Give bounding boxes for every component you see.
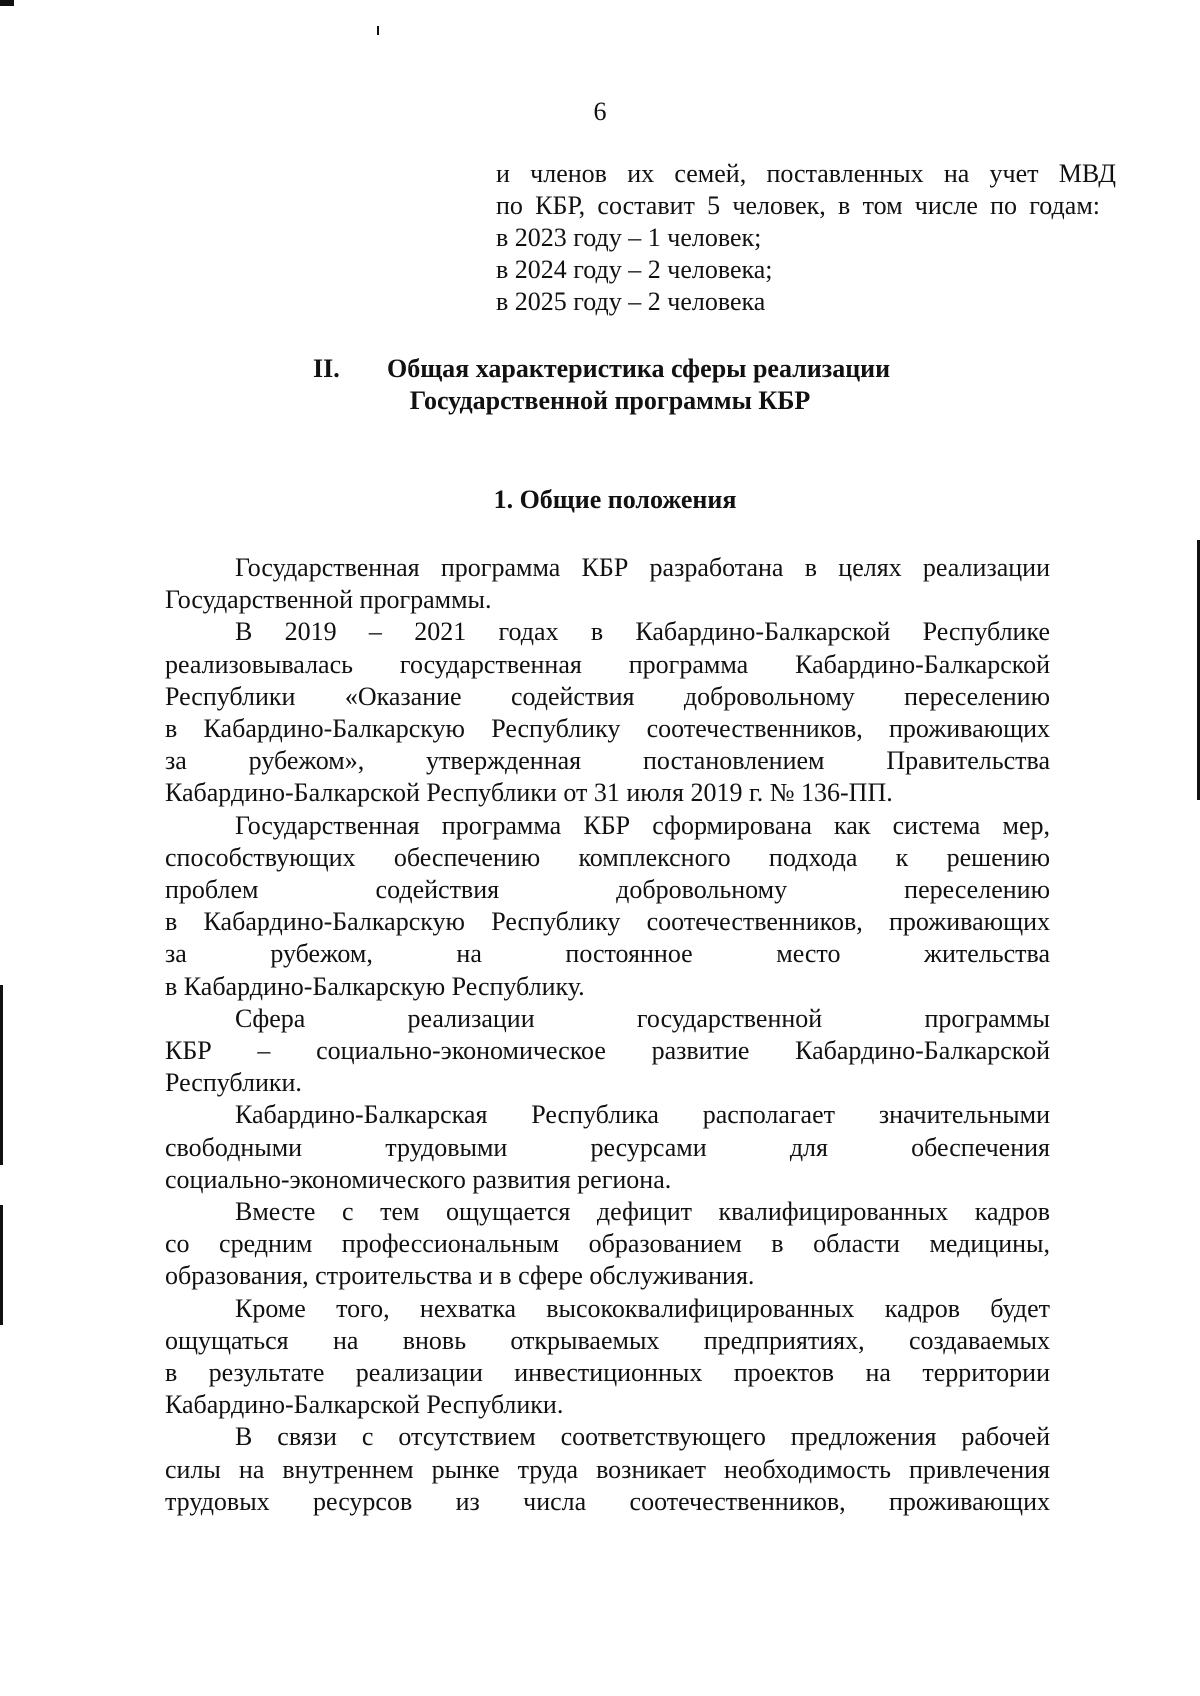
scan-speck: [377, 26, 379, 35]
text-line: свободными трудовыми ресурсами для обеспечения: [165, 1132, 1050, 1162]
text-line: по КБР, составит 5 человек, в том числе по годам:: [496, 191, 1100, 220]
text-line: В 2019 – 2021 годах в Кабардино-Балкарской Республике: [235, 617, 1050, 647]
text-line: образования, строительства и в сфере обслуживания.: [165, 1261, 755, 1291]
paragraph-8: [165, 1421, 1050, 1518]
text-line: в 2024 году – 2 человека;: [496, 255, 773, 284]
subsection-heading: 1. Общие положения: [493, 485, 737, 514]
text-line: в Кабардино-Балкарскую Республику.: [165, 971, 585, 1001]
scan-edge-mark-left-1: [0, 985, 3, 1165]
text-line: способствующих обеспечению комплексного подхода к решению: [165, 842, 1050, 872]
body-text: [165, 552, 1050, 1518]
text-line: Республики.: [165, 1068, 302, 1098]
text-line: Государственная программа КБР сформирована как система мер,: [235, 810, 1050, 840]
paragraph-4: [165, 1003, 1050, 1100]
paragraph-1: [165, 552, 1050, 616]
text-line: КБР – социально-экономическое развитие Кабардино-Балкарской: [165, 1036, 1050, 1066]
text-line: в Кабардино-Балкарскую Республику соотечественников, проживающих: [165, 714, 1050, 744]
text-line: Вместе с тем ощущается дефицит квалифицированных кадров: [235, 1197, 1050, 1227]
paragraph-5: [165, 1099, 1050, 1196]
text-line: Государственной программы.: [165, 585, 492, 615]
text-line: Государственная программа КБР разработана в целях реализации: [235, 553, 1050, 582]
text-line: Кабардино-Балкарская Республика располагает значительными: [235, 1100, 1050, 1130]
text-line: реализовывалась государственная программа Кабардино-Балкарской: [165, 649, 1050, 679]
section-number: II.: [313, 354, 340, 383]
section-title-line-2: Государственной программы КБР: [409, 386, 811, 415]
text-line: Республики «Оказание содействия добровольному переселению: [165, 681, 1050, 711]
text-line: Кабардино-Балкарской Республики.: [165, 1390, 564, 1420]
text-line: в Кабардино-Балкарскую Республику соотечественников, проживающих: [165, 907, 1050, 937]
text-line: Сфера реализации государственной программы: [235, 1003, 1050, 1033]
paragraph-6: [165, 1196, 1050, 1293]
text-line: и членов их семей, поставленных на учет МВД: [496, 159, 1116, 188]
text-line: трудовых ресурсов из числа соотечественников, проживающих: [165, 1486, 1050, 1516]
scan-edge-mark-left-2: [0, 1205, 3, 1325]
paragraph-3: [165, 810, 1050, 1003]
text-line: В связи с отсутствием соответствующего предложения рабочей: [235, 1422, 1050, 1452]
text-line: за рубежом», утвержденная постановлением Правительства: [165, 746, 1050, 776]
text-line: со средним профессиональным образованием в области медицины,: [165, 1229, 1050, 1259]
text-line: Кроме того, нехватка высококвалифицированных кадров будет: [235, 1293, 1050, 1323]
text-line: Кабардино-Балкарской Республики от 31 июля 2019 г. № 136-ПП.: [165, 778, 893, 808]
text-line: в 2023 году – 1 человек;: [496, 223, 762, 252]
text-line: проблем содействия добровольному переселению: [165, 875, 1050, 905]
section-title-line-1: Общая характеристика сферы реализации: [387, 354, 891, 383]
text-line: силы на внутреннем рынке труда возникает необходимость привлечения: [165, 1454, 1050, 1484]
text-line: в 2025 году – 2 человека: [496, 287, 766, 316]
text-line: ощущаться на вновь открываемых предприятиях, создаваемых: [165, 1325, 1050, 1355]
page-number: 6: [593, 97, 607, 126]
continuation-text: [496, 158, 1116, 318]
text-line: социально-экономического развития региона.: [165, 1164, 672, 1194]
text-line: в результате реализации инвестиционных проектов на территории: [165, 1358, 1050, 1388]
scan-edge-mark-top-left: [0, 0, 14, 6]
paragraph-7: [165, 1293, 1050, 1422]
paragraph-2: [165, 616, 1050, 809]
text-line: за рубежом, на постоянное место жительства: [165, 939, 1050, 969]
